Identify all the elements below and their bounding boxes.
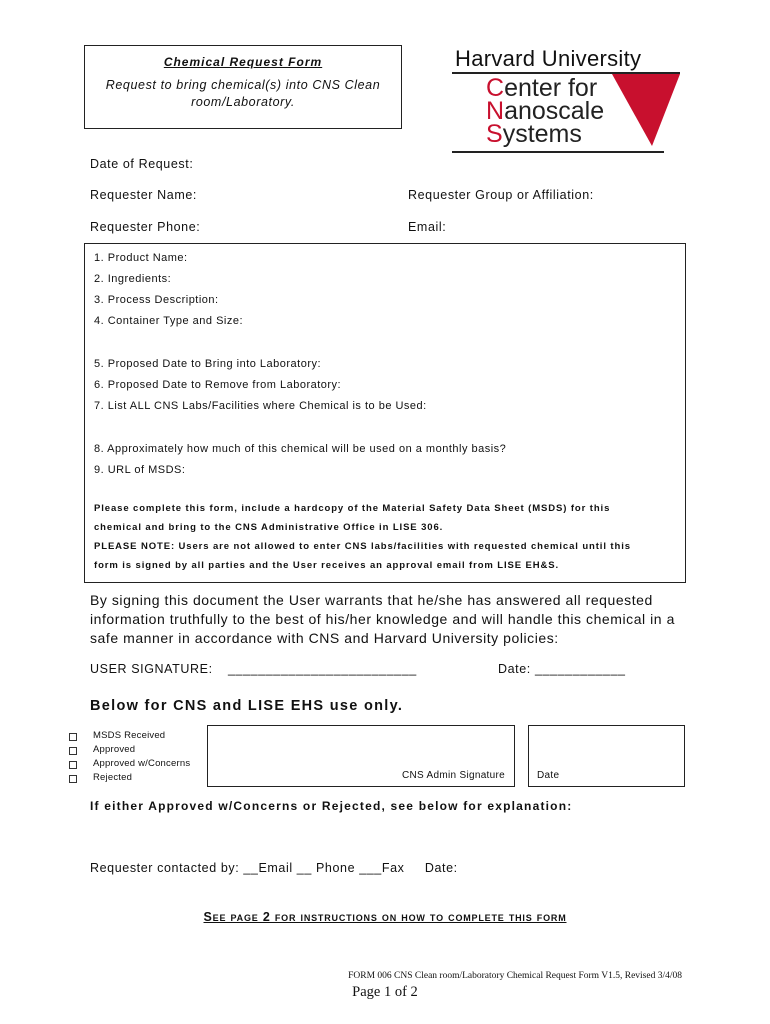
item-process-description[interactable]: 3. Process Description:	[94, 294, 219, 306]
requester-phone-field[interactable]: Requester Phone:	[90, 220, 201, 234]
cns-admin-signature-label: CNS Admin Signature	[402, 770, 505, 781]
rejected-checkbox[interactable]	[69, 775, 77, 783]
chemical-details-box	[84, 243, 686, 583]
user-signature-line[interactable]: _________________________	[228, 662, 417, 676]
requester-name-field[interactable]: Requester Name:	[90, 188, 197, 202]
instruction-note: form is signed by all parties and the User receives an approval email from LISE EH&S.	[94, 560, 560, 571]
requester-group-field[interactable]: Requester Group or Affiliation:	[408, 188, 594, 202]
item-msds-url[interactable]: 9. URL of MSDS:	[94, 464, 186, 476]
logo-line-systems: Systems	[486, 120, 582, 148]
user-signature-label: USER SIGNATURE:	[90, 662, 213, 676]
email-field[interactable]: Email:	[408, 220, 447, 234]
approved-concerns-label: Approved w/Concerns	[93, 758, 191, 769]
logo-triangle-icon	[612, 74, 680, 146]
item-ingredients[interactable]: 2. Ingredients:	[94, 273, 172, 285]
instruction-note: chemical and bring to the CNS Administrative Office in LISE 306.	[94, 522, 444, 533]
cns-date-box[interactable]	[528, 725, 685, 787]
see-page-2-note: See page 2 for instructions on how to complete this form	[203, 910, 567, 924]
form-title-box	[84, 45, 402, 129]
item-product-name[interactable]: 1. Product Name:	[94, 252, 188, 264]
page-number: Page 1 of 2	[352, 984, 418, 1000]
cns-section-heading: Below for CNS and LISE EHS use only.	[90, 698, 404, 714]
logo-line-nanoscale: Nanoscale	[486, 97, 605, 125]
approved-concerns-checkbox[interactable]	[69, 761, 77, 769]
form-title: Chemical Request Form	[163, 55, 323, 69]
date-of-request-field[interactable]: Date of Request:	[90, 157, 194, 171]
cns-date-label: Date	[537, 770, 560, 781]
user-signature-date[interactable]: Date: ____________	[498, 662, 626, 676]
approved-label: Approved	[93, 744, 136, 755]
instruction-note: Please complete this form, include a hardcopy of the Material Safety Data Sheet (MSDS) for this	[94, 503, 611, 514]
item-container-type[interactable]: 4. Container Type and Size:	[94, 315, 244, 327]
item-labs-list[interactable]: 7. List ALL CNS Labs/Facilities where Chemical is to be Used:	[94, 400, 427, 412]
form-subtitle: Request to bring chemical(s) into CNS Clean room/Laboratory.	[105, 78, 381, 109]
item-date-remove[interactable]: 6. Proposed Date to Remove from Laboratory:	[94, 379, 342, 391]
form-footer: FORM 006 CNS Clean room/Laboratory Chemical Request Form V1.5, Revised 3/4/08	[348, 971, 682, 981]
cns-admin-signature-box[interactable]	[207, 725, 515, 787]
signing-statement: By signing this document the User warrants that he/she has answered all requested information truthfully to the best of his/her knowledge and will handle this chemical in a safe manner in accordance with CNS and Harvard University policies:	[90, 592, 675, 646]
logo-harvard: Harvard University	[455, 46, 642, 71]
msds-received-checkbox[interactable]	[69, 733, 77, 741]
explanation-heading: If either Approved w/Concerns or Rejected, see below for explanation:	[90, 799, 573, 813]
cns-logo	[452, 46, 684, 158]
item-date-bring[interactable]: 5. Proposed Date to Bring into Laboratory:	[94, 358, 322, 370]
msds-received-label: MSDS Received	[93, 730, 166, 741]
requester-contacted-line[interactable]: Requester contacted by: __Email __ Phone ___Fax Date:	[90, 861, 458, 875]
instruction-note: PLEASE NOTE: Users are not allowed to enter CNS labs/facilities with requested chemical until this	[94, 541, 631, 552]
logo-line-center: Center for	[486, 74, 598, 102]
rejected-label: Rejected	[93, 772, 133, 783]
logo-bottom-rule	[452, 151, 664, 153]
item-monthly-usage[interactable]: 8. Approximately how much of this chemical will be used on a monthly basis?	[94, 443, 507, 455]
approved-checkbox[interactable]	[69, 747, 77, 755]
